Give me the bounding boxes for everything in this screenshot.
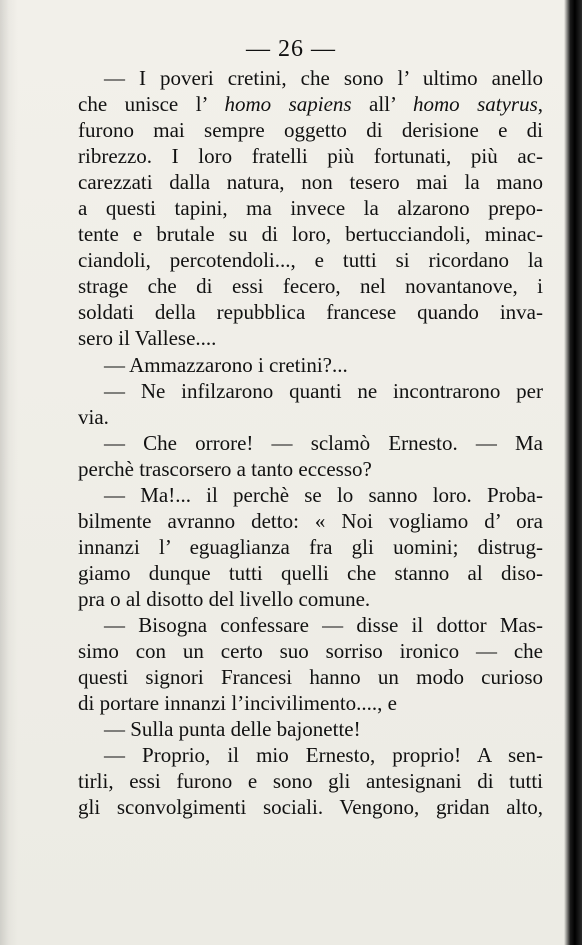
text-line: gli sconvolgimenti sociali. Vengono, gridan alto, (78, 795, 543, 820)
text-line: simo con un certo suo sorriso ironico — che (78, 639, 543, 664)
text-line: ciandoli, percotendoli..., e tutti si ricordano la (78, 248, 543, 273)
page-edge (564, 0, 582, 945)
text-line: — Ne infilzarono quanti ne incontrarono per (104, 378, 543, 403)
text-line: — Ma!... il perchè se lo sanno loro. Proba- (104, 482, 543, 507)
text-line: perchè trascorsero a tanto eccesso? (78, 456, 372, 481)
text-line: furono mai sempre oggetto di derisione e di (78, 118, 543, 143)
text-line: bilmente avranno detto: « Noi vogliamo d’ ora (78, 508, 543, 533)
text-line: — I poveri cretini, che sono l’ ultimo anello (104, 66, 543, 90)
text-line: questi signori Francesi hanno un modo curioso (78, 665, 543, 690)
text-line: a questi tapini, ma invece la alzarono prepo- (78, 196, 543, 221)
text-line: pra o al disotto del livello comune. (78, 586, 371, 611)
page-text (78, 65, 543, 820)
text-line: — Bisogna confessare — disse il dottor Mas- (104, 612, 543, 637)
text-line: strage che di essi fecero, nel novantanove, i (78, 274, 543, 299)
text-line: — Che orrore! — sclamò Ernesto. — Ma (104, 430, 543, 455)
text-line: — Sulla punta delle bajonette! (104, 717, 361, 742)
text-line: giamo dunque tutti quelli che stanno al diso- (78, 560, 543, 585)
text-line: tirli, essi furono e sono gli antesignani di tutti (78, 769, 543, 794)
text-line: soldati della repubblica francese quando inva- (78, 300, 543, 325)
text-line: carezzati dalla natura, non tesero mai la mano (78, 170, 543, 195)
page-gutter-shadow (0, 0, 18, 945)
text-line: che unisce l’ homo sapiens all’ homo satyrus, (78, 92, 544, 117)
text-line: via. (78, 404, 109, 429)
text-line: sero il Vallese.... (78, 326, 217, 351)
italic-term: homo satyrus (412, 92, 538, 117)
text-line: tente e brutale su di loro, bertucciandoli, minac- (78, 222, 543, 247)
italic-term: homo sapiens (224, 92, 352, 117)
text-line: — Ammazzarono i cretini?... (104, 352, 348, 377)
text-line: ribrezzo. I loro fratelli più fortunati, più ac- (78, 144, 543, 169)
text-line: — Proprio, il mio Ernesto, proprio! A sen- (104, 743, 543, 768)
page-number: — 26 — (246, 36, 336, 62)
text-line: innanzi l’ eguaglianza fra gli uomini; distrug- (78, 534, 543, 559)
text-line: di portare innanzi l’incivilimento...., e (78, 691, 397, 716)
